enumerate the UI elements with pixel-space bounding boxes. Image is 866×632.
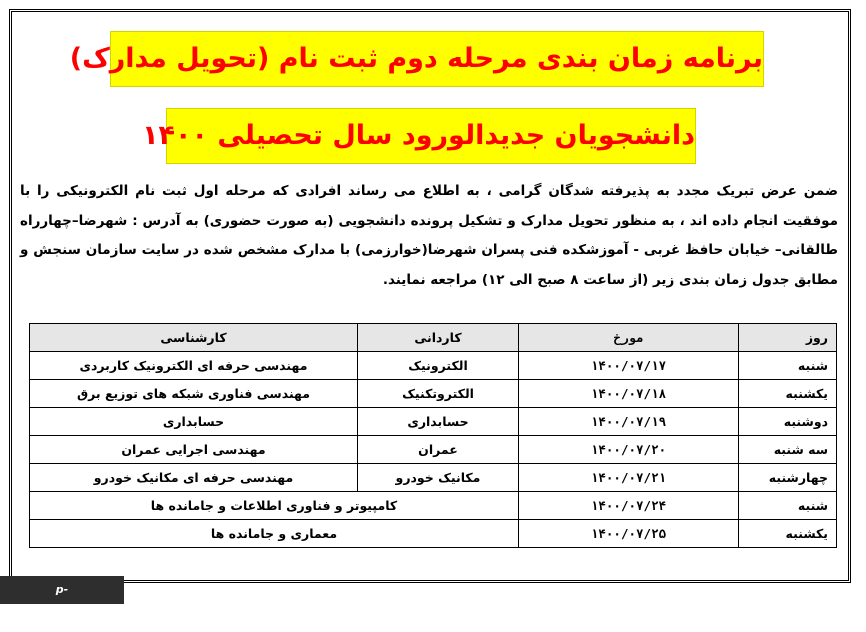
schedule-table xyxy=(29,323,837,548)
cell-day: دوشنبه xyxy=(739,408,837,436)
header-date: مورخ xyxy=(519,324,739,352)
cell-date: ۱۴۰۰/۰۷/۲۴ xyxy=(519,492,739,520)
cell-day: سه شنبه xyxy=(739,436,837,464)
cell-date: ۱۴۰۰/۰۷/۲۱ xyxy=(519,464,739,492)
site-watermark: p-shahreza.tvu.ac.ir xyxy=(0,576,124,604)
cell-bachelor: حسابداری xyxy=(30,408,358,436)
table-row xyxy=(30,492,837,520)
cell-day: شنبه xyxy=(739,492,837,520)
cell-associate: الکترونیک xyxy=(358,352,519,380)
cell-associate: حسابداری xyxy=(358,408,519,436)
title-banner-line1: برنامه زمان بندی مرحله دوم ثبت نام (تحویل مدارک) xyxy=(110,31,764,87)
cell-day: یکشنبه xyxy=(739,520,837,548)
cell-combined: معماری و جامانده ها xyxy=(30,520,519,548)
cell-bachelor: مهندسی فناوری شبکه های توزیع برق xyxy=(30,380,358,408)
table-row xyxy=(30,464,837,492)
table-row xyxy=(30,436,837,464)
cell-day: شنبه xyxy=(739,352,837,380)
header-bachelor: کارشناسی xyxy=(30,324,358,352)
table-row xyxy=(30,520,837,548)
cell-day: یکشنبه xyxy=(739,380,837,408)
table-row xyxy=(30,380,837,408)
title-banner-line2: دانشجویان جدیدالورود سال تحصیلی ۱۴۰۰ xyxy=(166,108,696,164)
announcement-paragraph: ضمن عرض تبریک مجدد به پذیرفته شدگان گرامی ، به اطلاع می رساند افرادی که مرحله اول ثبت نام الکترونیکی را با موفقیت انجام داده اند ، به منظور تحویل مدارک و تشکیل پرونده دانشجویی (به صورت حضوری) به آدرس : شهرضا–چهارراه طالقانی– خیابان حافظ غربی - آموزشکده فنی پسران شهرضا(خوارزمی) با مدارک مشخص شده در سایت سازمان سنجش و مطابق جدول زمان بندی زیر (از ساعت ۸ صبح الی ۱۲) مراجعه نمایند. xyxy=(20,183,838,288)
cell-combined: کامپیوتر و فناوری اطلاعات و جامانده ها xyxy=(30,492,519,520)
cell-associate: عمران xyxy=(358,436,519,464)
cell-day: چهارشنبه xyxy=(739,464,837,492)
cell-date: ۱۴۰۰/۰۷/۲۰ xyxy=(519,436,739,464)
cell-associate: الکتروتکنیک xyxy=(358,380,519,408)
cell-date: ۱۴۰۰/۰۷/۱۹ xyxy=(519,408,739,436)
cell-date: ۱۴۰۰/۰۷/۱۸ xyxy=(519,380,739,408)
table-row xyxy=(30,352,837,380)
cell-bachelor: مهندسی حرفه ای الکترونیک کاربردی xyxy=(30,352,358,380)
header-associate: کاردانی xyxy=(358,324,519,352)
cell-associate: مکانیک خودرو xyxy=(358,464,519,492)
cell-date: ۱۴۰۰/۰۷/۲۵ xyxy=(519,520,739,548)
header-day: روز xyxy=(739,324,837,352)
table-row xyxy=(30,408,837,436)
cell-date: ۱۴۰۰/۰۷/۱۷ xyxy=(519,352,739,380)
cell-bachelor: مهندسی حرفه ای مکانیک خودرو xyxy=(30,464,358,492)
table-header-row xyxy=(30,324,837,352)
cell-bachelor: مهندسی اجرایی عمران xyxy=(30,436,358,464)
